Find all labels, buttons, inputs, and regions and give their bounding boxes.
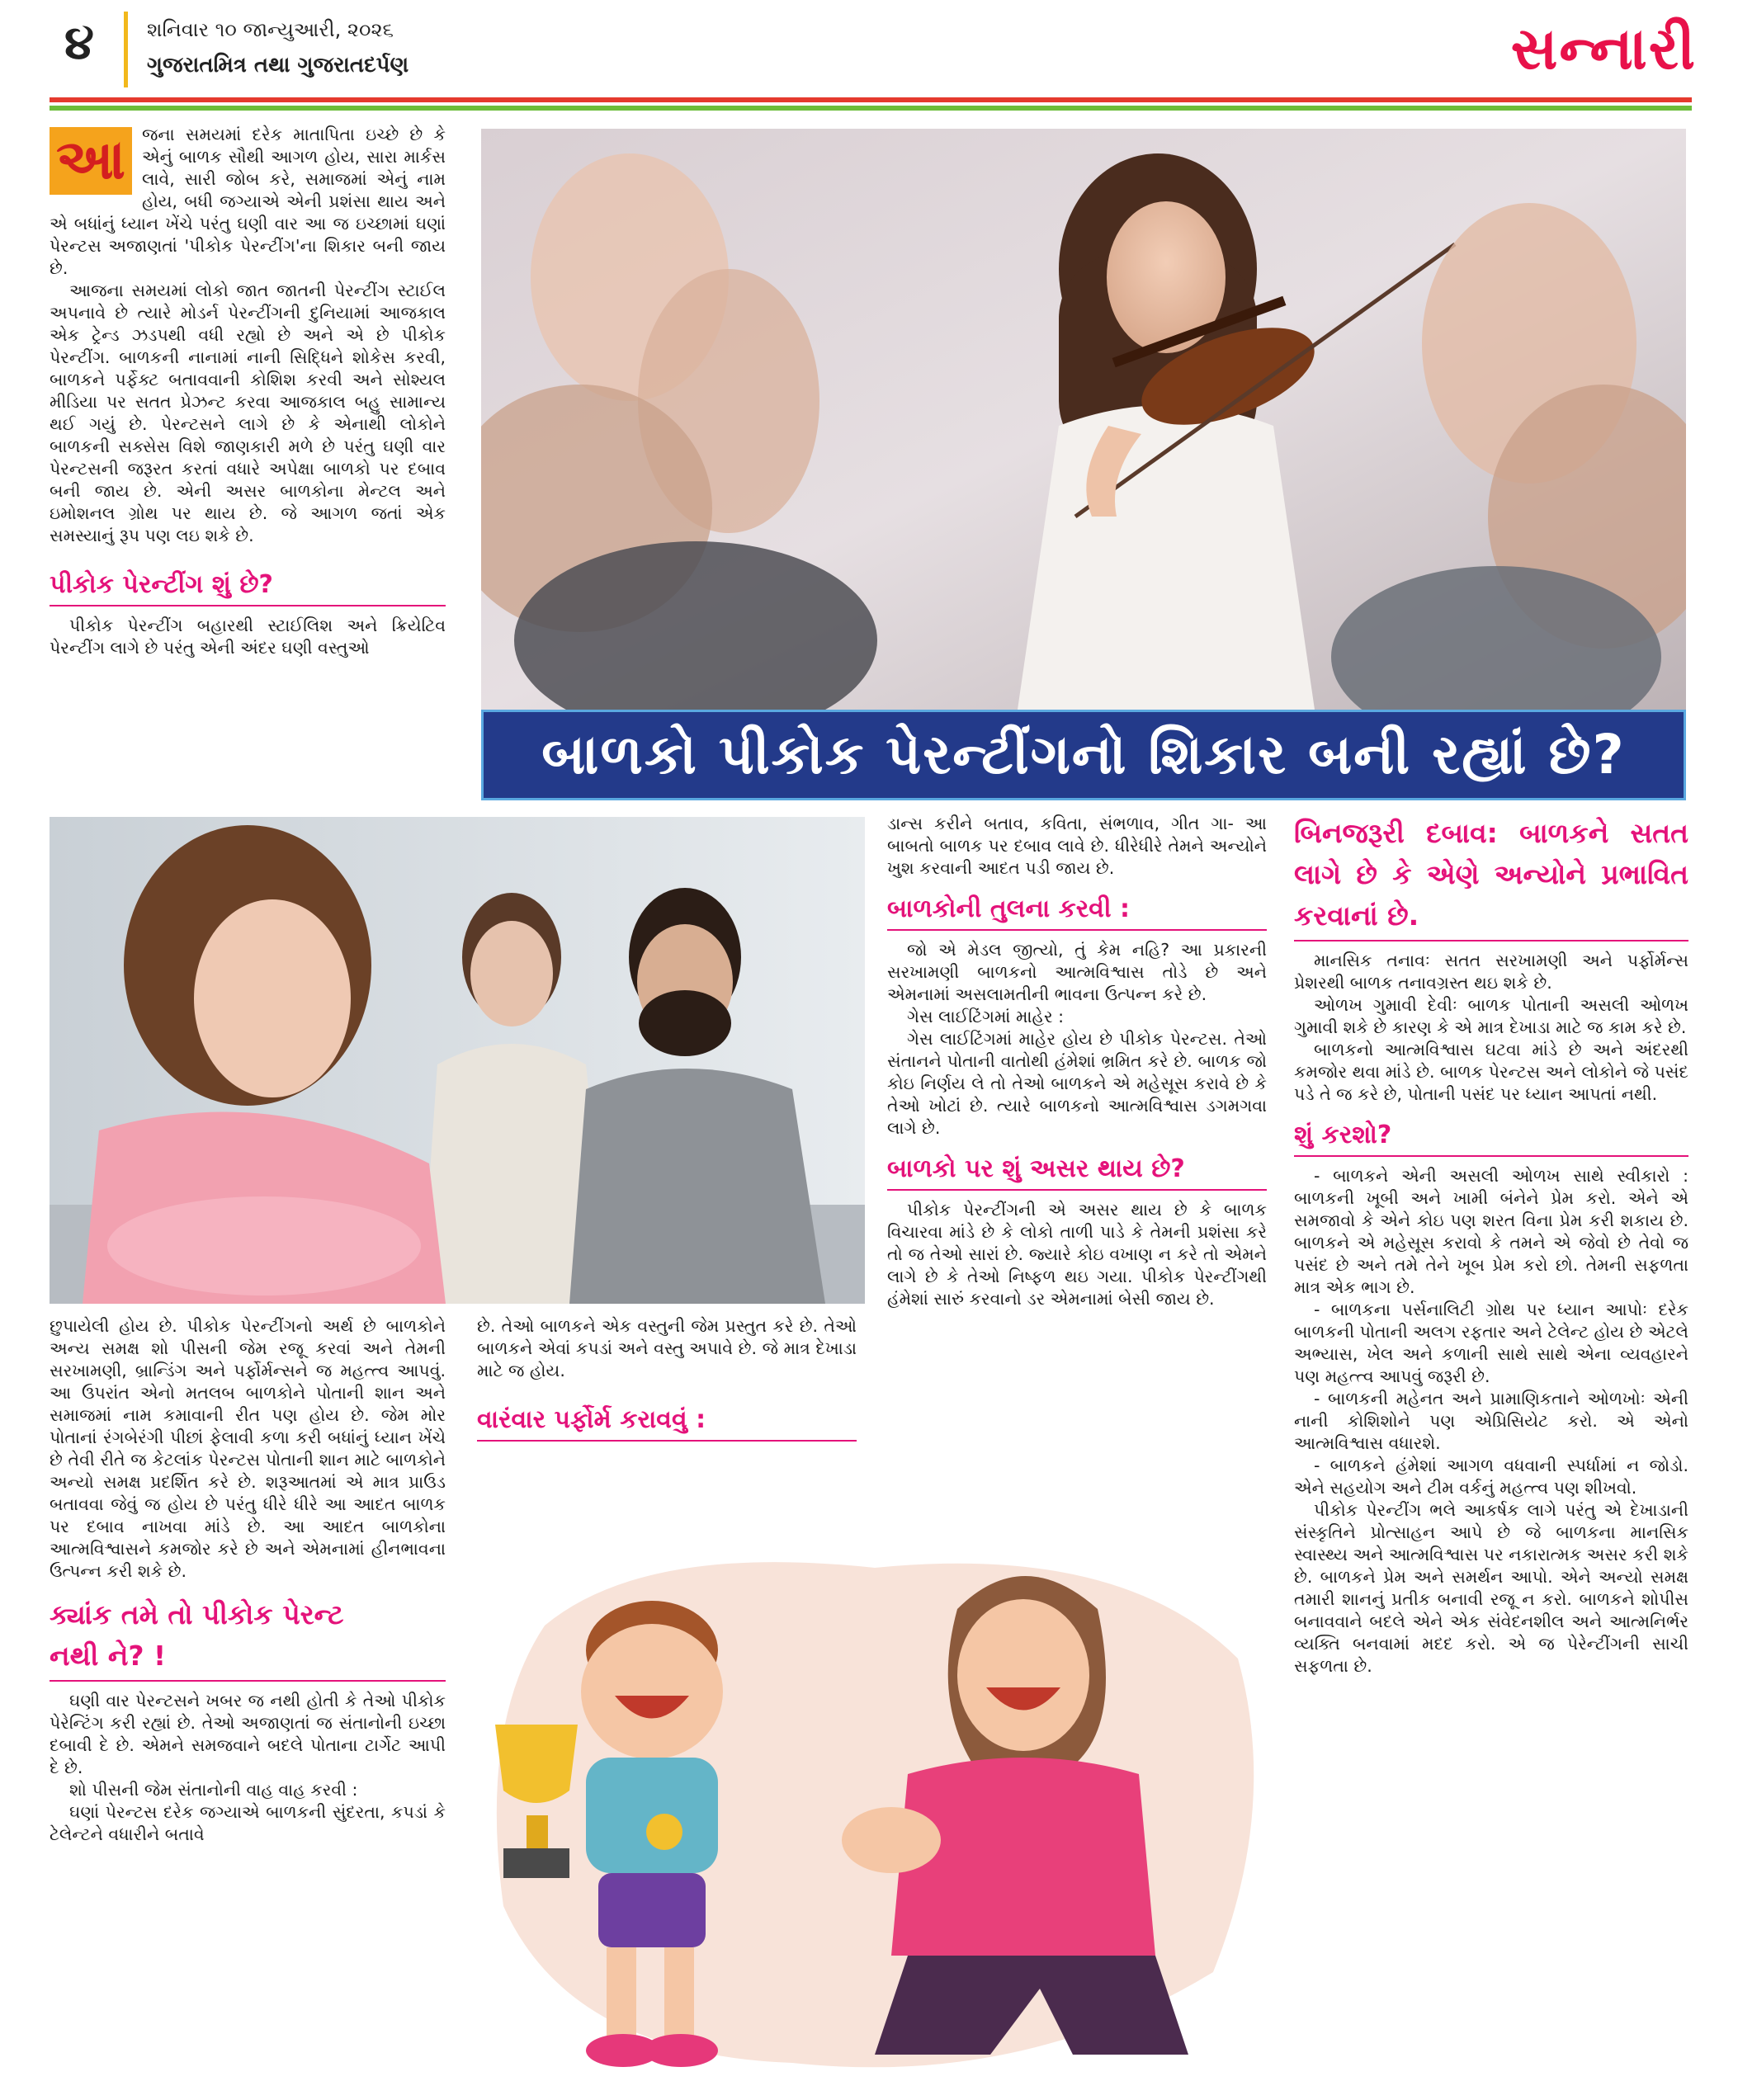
header-divider [124,12,128,87]
column-3 [887,813,1267,1310]
section-what-title: પીકોક પેરન્ટીંગ શું છે? [50,569,446,606]
column-4-paragraph-3: બાળકનો આત્મવિશ્વાસ ઘટવા માંડે છે અને અંદરથી કમજોર થવા માંડે છે. બાળક પેરન્ટસ અને લોકોને જે પસંદ પડે તે જ કરે છે, પોતાની પસંદ પર ધ્યાન આપતાં નથી. [1294,1040,1688,1104]
what-to-do-2: - બાળકના પર્સનાલિટી ગ્રોથ પર ધ્યાન આપોઃ દરેક બાળકની પોતાની અલગ રફતાર અને ટેલેન્ટ હોય છે એટલે અભ્યાસ, ખેલ અને કળાની સાથે સાથે એના વ્યવહારને પણ મહત્ત્વ આપવું જરૂરી છે. [1294,1300,1688,1386]
effect-title: બાળકો પર શું અસર થાય છે? [887,1153,1267,1191]
drop-cap: આ [50,127,132,195]
section-are-you-paragraph-3: ઘણાં પેરન્ટસ દરેક જગ્યાએ બાળકની સુંદરતા, કપડાં કે ટેલેન્ટને વધારીને બતાવે [50,1802,446,1844]
section-perform-title: વારંવાર પર્ફોર્મ કરાવવું : [477,1404,857,1442]
intro-paragraph-1: જના સમયમાં દરેક માતાપિતા ઇચ્છે છે કે એનું બાળક સૌથી આગળ હોય, સારા માર્કસ લાવે, સારી જોબ કરે, સમાજમાં એનું નામ હોય, બધી જગ્યાએ એની પ્રશંસા થાય અને એ બધાંનું ધ્યાન ખેંચે પરંતુ ઘણી વાર આ જ ઇચ્છામાં ઘણાં પેરન્ટસ અજાણતાં 'પીકોક પેરન્ટીંગ'ના શિકાર બની જાય છે. [50,125,446,278]
section-are-you-title-line2: નથી ને? ! [50,1640,167,1672]
compare-paragraph-2: ગેસ લાઈટિંગમાં માહેર : [907,1007,1065,1026]
what-to-do-4: - બાળકને હંમેશાં આગળ વધવાની સ્પર્ધામાં ન જોડો. એને સહયોગ અને ટીમ વર્કનું મહત્ત્વ પણ શીખવો. [1294,1456,1688,1498]
section-are-you-paragraph-2: શો પીસની જેમ સંતાનોની વાહ વાહ કરવી : [69,1780,358,1800]
section-brand: સન્નારી [1510,15,1697,83]
left-lower-column [50,1315,446,1846]
pressure-title: બિનજરૂરી દબાવ: બાળકને સતત લાગે છે કે એણે અન્યોને પ્રભાવિત કરવાનાં છે. [1294,813,1688,941]
illustration-trophy [446,1510,1279,2088]
headline: બાળકો પીકોક પેરન્ટીંગનો શિકાર બની રહ્યાં છે? [541,723,1626,786]
family-photo [50,817,865,1304]
section-are-you-title-line1: ક્યાંક તમે તો પીકોક પેરન્ટ [50,1598,344,1630]
header-rule-red [50,97,1692,102]
column-3-intro: ડાન્સ કરીને બતાવ, કવિતા, સંભળાવ, ગીત ગા- આ બાબતો બાળક પર દબાવ લાવે છે. ધીરેધીરે તેમને અન્યોને ખુશ કરવાની આદત પડી જાય છે. [887,814,1267,878]
what-to-do-5: પીકોક પેરન્ટીંગ ભલે આકર્ષક લાગે પરંતુ એ દેખાડાની સંસ્કૃતિને પ્રોત્સાહન આપે છે જે બાળકના માનસિક સ્વાસ્થ્ય અને આત્મવિશ્વાસ પર નકારાત્મક અસર કરી શકે છે. બાળકને પ્રેમ અને સમર્થન આપો. એને અન્યો સમક્ષ તમારી શાનનું પ્રતીક બનાવી રજૂ ન કરો. બાળકને શોપીસ બનાવવાને બદલે એને એક સંવેદનશીલ અને આત્મનિર્ભર વ્યક્તિ બનવામાં મદદ કરો. એ જ પેરેન્ટીંગની સાચી સફળતા છે. [1294,1500,1688,1676]
what-to-do-title: શું કરશો? [1294,1119,1688,1157]
column-2 [477,1315,857,1450]
section-are-you-paragraph-1: ઘણી વાર પેરન્ટસને ખબર જ નથી હોતી કે તેઓ પીકોક પેરેન્ટિંગ કરી રહ્યાં છે. તેઓ અજાણતાં જ સંતાનોની ઇચ્છા દબાવી દે છે. એમને સમજવાને બદલે પોતાના ટાર્ગેટ આપી દે છે. [50,1691,446,1777]
compare-paragraph-3: ગેસ લાઈટિંગમાં માહેર હોય છે પીકોક પેરન્ટસ. તેઓ સંતાનને પોતાની વાતોથી હંમેશાં ભ્રમિત કરે છે. બાળક જો કોઇ નિર્ણય લે તો તેઓ બાળકને એ મહેસૂસ કરાવે છે કે તેઓ ખોટાં છે. ત્યારે બાળકનો આત્મવિશ્વાસ ડગમગવા લાગે છે. [887,1029,1267,1138]
effect-paragraph-1: પીકોક પેરન્ટીંગની એ અસર થાય છે કે બાળક વિચારવા માંડે છે કે લોકો તાળી પાડે કે તેમની પ્રશંસા કરે તો જ તેઓ સારાં છે. જ્યારે કોઇ વખાણ ન કરે તો એમને લાગે છે કે તેઓ નિષ્ફળ થઇ ગયા. પીકોક પેરન્ટીંગથી હંમેશાં સારું કરવાનો ડર એમનામાં બેસી જાય છે. [887,1200,1267,1309]
what-to-do-3: - બાળકની મહેનત અને પ્રામાણિકતાને ઓળખોઃ એની નાની કોશિશોને પણ એપ્રિસિયેટ કરો. એ એનો આત્મવિશ્વાસ વધારશે. [1294,1389,1688,1453]
headline-banner [481,710,1686,800]
what-to-do-1: - બાળકને એની અસલી ઓળખ સાથે સ્વીકારો : બાળકની ખૂબી અને ખામી બંનેને પ્રેમ કરો. એને એ સમજાવો કે એને કોઇ પણ શરત વિના પ્રેમ કરી શકાય છે. બાળકને એ મહેસૂસ કરાવો કે તમને એ જેવો છે તેવો જ પસંદ છે અને તમે તેને ખૂબ પ્રેમ કરો છો. તેમની સફળતા માત્ર એક ભાગ છે. [1294,1166,1688,1297]
page-number: ૪ [64,14,94,70]
header-rule-green [50,106,1692,111]
compare-paragraph-1: જો એ મેડલ જીત્યો, તું કેમ નહિ? આ પ્રકારની સરખામણી બાળકનો આત્મવિશ્વાસ તોડે છે અને એમનામાં અસલામતીની ભાવના ઉત્પન્ન કરે છે. [887,940,1267,1004]
column-2-paragraph: છે. તેઓ બાળકને એક વસ્તુની જેમ પ્રસ્તુત કરે છે. તેઓ બાળકને એવાં કપડાં અને વસ્તુ અપાવે છે. જે માત્ર દેખાડા માટે જ હોય. [477,1316,857,1380]
section-what-paragraph-1: પીકોક પેરન્ટીંગ બહારથી સ્ટાઈલિશ અને ક્રિયેટિવ પેરન્ટીંગ લાગે છે પરંતુ એની અંદર ઘણી વસ્તુઓ [50,616,446,658]
date-line: શનિવાર ૧૦ જાન્યુઆરી, ૨૦૨૬ [147,18,394,41]
intro-paragraph-2: આજના સમયમાં લોકો જાત જાતની પેરન્ટીંગ સ્ટાઈલ અપનાવે છે ત્યારે મોડર્ન પેરન્ટીંગની દુનિયામાં આજકાલ એક ટ્રેન્ડ ઝડપથી વધી રહ્યો છે અને એ છે પીકોક પેરન્ટીંગ. બાળકની નાનામાં નાની સિદ્ધિને શોકેસ કરવી, બાળકને પર્ફેક્ટ બતાવવાની કોશિશ કરવી અને સોશ્યલ મીડિયા પર સતત પ્રેઝન્ટ કરવા આજકાલ બહુ સામાન્ય થઈ ગયું છે. પેરન્ટસને લાગે છે કે એનાથી લોકોને બાળકની સક્સેસ વિશે જાણકારી મળે છે પરંતુ ઘણી વાર પેરન્ટસની જરૂરત કરતાં વધારે અપેક્ષા બાળકો પર દબાવ બની જાય છે. એની અસર બાળકોના મેન્ટલ અને ઇમોશનલ ગ્રોથ પર થાય છે. જે આગળ જતાં એક સમસ્યાનું રૂપ પણ લઇ શકે છે. [50,281,446,545]
hero-photo-violin [481,129,1686,710]
intro-column [50,124,446,659]
column-4-paragraph-2: ઓળખ ગુમાવી દેવીઃ બાળક પોતાની અસલી ઓળખ ગુમાવી શકે છે કારણ કે એ માત્ર દેખાડા માટે જ કામ કરે છે. [1294,995,1688,1037]
paper-name: ગુજરાતમિત્ર તથા ગુજરાતદર્પણ [147,53,409,78]
section-are-you-title [50,1594,446,1682]
compare-title: બાળકોની તુલના કરવી : [887,893,1267,931]
column-4-paragraph-1: માનસિક તનાવઃ સતત સરખામણી અને પર્ફોર્મન્સ પ્રેશરથી બાળક તનાવગ્રસ્ત થઇ શકે છે. [1294,951,1688,993]
column-4 [1294,813,1688,1678]
section-what-paragraph-2: છુપાયેલી હોય છે. પીકોક પેરન્ટીંગનો અર્થ છે બાળકોને અન્ય સમક્ષ શો પીસની જેમ રજૂ કરવાં અને તેમની સરખામણી, બ્રાન્ડિંગ અને પર્ફોર્મન્સને જ મહત્ત્વ આપવું. આ ઉપરાંત એનો મતલબ બાળકોને પોતાની શાન અને સમાજમાં નામ કમાવાની રીત પણ હોય છે. જેમ મોર પોતાનાં રંગબેરંગી પીછાં ફેલાવી કળા કરી બધાંનું ધ્યાન ખેંચે છે તેવી રીતે જ કેટલાંક પેરન્ટસ પોતાની શાન માટે બાળકોને અન્યો સમક્ષ પ્રદર્શિત કરે છે. શરૂઆતમાં એ માત્ર પ્રાઉડ બતાવવા જેવું જ હોય છે પરંતુ ધીરે ધીરે આ આદત બાળક પર દબાવ નાખવા માંડે છે. આ આદત બાળકોના આત્મવિશ્વાસને કમજોર કરે છે અને એમનામાં હીનભાવના ઉત્પન્ન કરી શકે છે. [50,1316,446,1581]
